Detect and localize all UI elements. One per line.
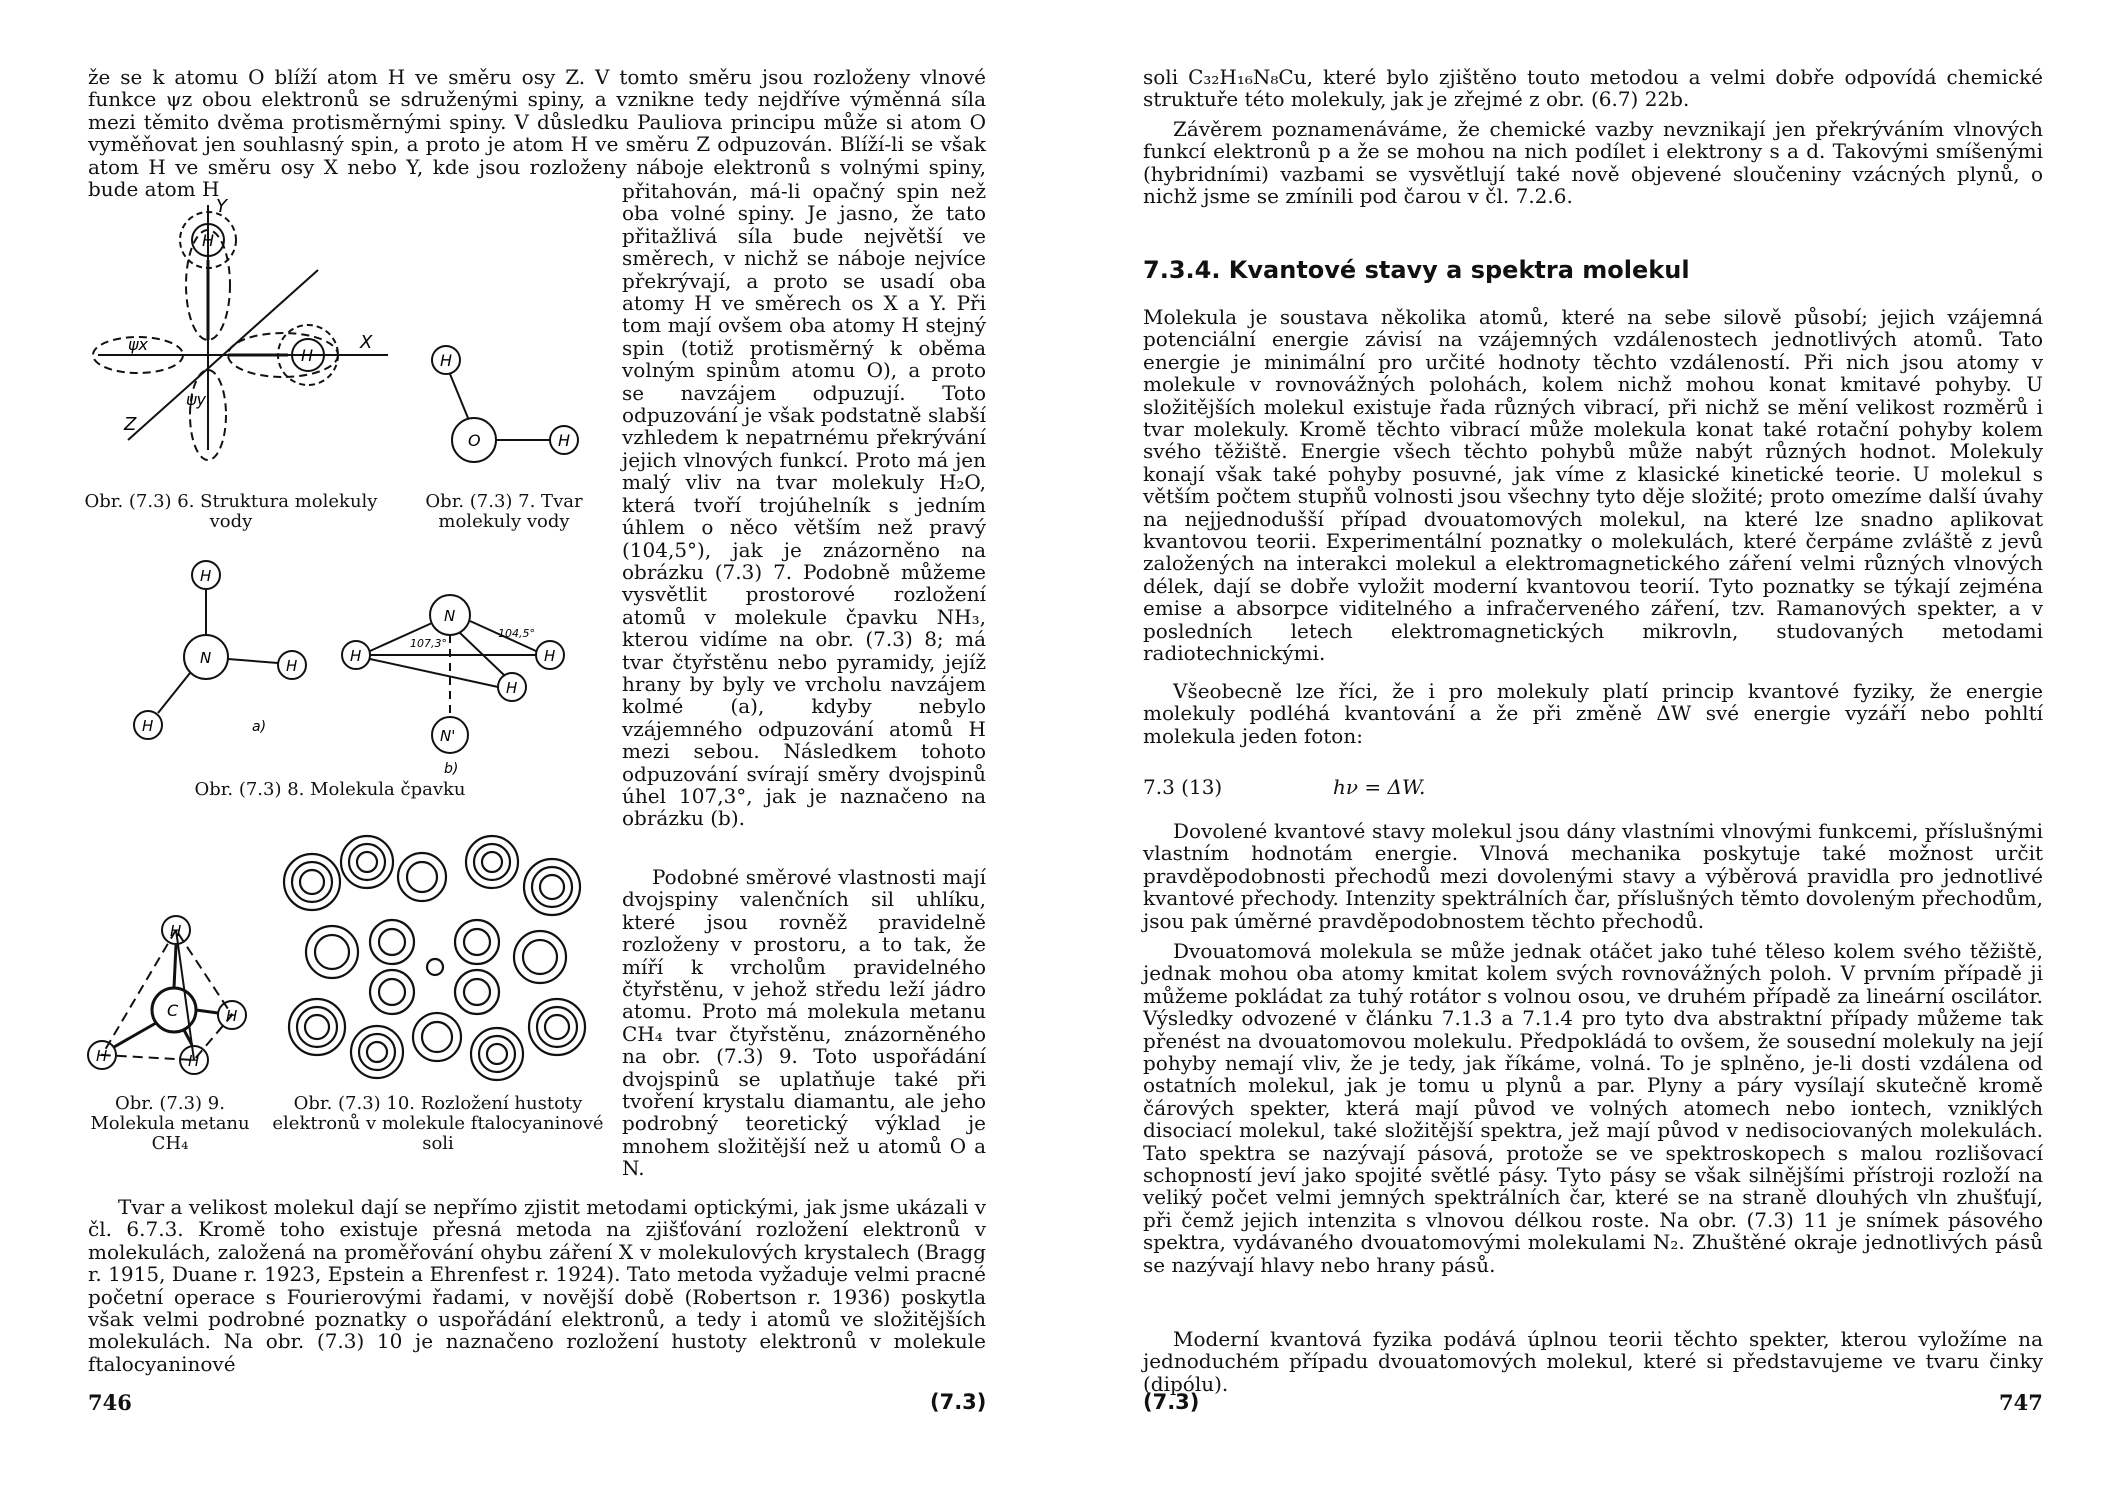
label-angle-a: 107,3° bbox=[410, 637, 447, 650]
caption-fig-8: Obr. (7.3) 8. Molekula čpavku bbox=[194, 779, 466, 800]
left-top-paragraph: že se k atomu O blíží atom H ve směru osy Z. V tomto směru jsou rozloženy vlnové funkce ψz obou elektronů se sdruženými spiny, a vznikne tedy nejdříve výměnná síla mezi těmito dvěma protisměrnými spiny. V důsledku Pauliova principu může si atom O vyměňovat jen souhlasný spin, a proto je atom H ve směru Z odpuzován. Blíží-li se však atom H ve směru osy X nebo Y, kde jsou rozloženy náboje elektronů s volnými spiny, bude atom H bbox=[88, 65, 986, 202]
label-h: H bbox=[350, 647, 362, 665]
figure-water-structure bbox=[88, 190, 408, 490]
section-tag-left: (7.3) bbox=[930, 1390, 987, 1414]
label-h: H bbox=[440, 351, 453, 370]
figure-methane bbox=[84, 915, 264, 1090]
axis-label-y: Y bbox=[216, 196, 227, 217]
label-n: N bbox=[200, 649, 212, 667]
right-paragraph-6: Dvouatomová molekula se může jednak otáčet jako tuhé těleso kolem svého těžiště, jednak mohou oba atomy kmitat kolem svých rovnovážných poloh. V prvním případě ji můžeme pokládat za tuhý rotátor s volnou osou, ve druhém případě za lineární oscilátor. Výsledky odvozené v článku 7.1.3 a 7.1.4 pro tyto dva abstraktní případy můžeme tak přenést na dvouatomovou molekulu. Předpokládá to ovšem, že sousední molekuly na její pohyby nemají vliv, že je tedy, jak říkáme, volná. To je splněno, je-li dosti vzdálena od ostatních molekul, jak je tomu u plynů a par. Plyny a páry vysílají skutečně kromě čárových spekter, která mají původ ve volných atomech nebo iontech, vzniklých disociací molekul, také složitější spektra, jež mají původ v nedisociovaných molekulách. Tato spektra se nazývají pásová, protože se ve spektroskopech s malou rozlišovací schopností jeví jako spojité světlé pásy. Tyto pásy se však silnějšími přístroji rozloží na veliký počet velmi jemných spektrálních čar, které se na straně dlouhých vln zhušťují, při čemž jejich intenzita s vlnovou délkou roste. Na obr. (7.3) 11 je snímek pásového spektra, vydávaného dvouatomovými molekulami N₂. Zhuštěné okraje jednotlivých pásů se nazývají hlavy nebo hrany pásů. bbox=[1143, 939, 2043, 1277]
label-h: H bbox=[200, 567, 212, 585]
right-top-paragraph: soli C₃₂H₁₆N₈Cu, které bylo zjištěno touto metodou a velmi dobře odpovídá chemické struktuře této molekuly, jak je zřejmé z obr. (6.7) 22b. bbox=[1143, 65, 2043, 112]
section-heading: 7.3.4. Kvantové stavy a spektra molekul bbox=[1143, 256, 1690, 284]
left-bottom-paragraph: Tvar a velikost molekul dají se nepřímo zjistit metodami optickými, jak jsme ukázali v čl. 6.7.3. Kromě toho existuje přesná metoda na zjišťování rozložení elektronů v molekulách, založená na proměřování ohybu záření X v molekulových krystalech (Bragg r. 1915, Duane r. 1923, Epstein a Ehrenfest r. 1924). Tato metoda vyžaduje velmi pracné početní operace s Fourierovými řadami, v novější době (Robertson r. 1936) poskytla však velmi podrobné poznatky o uspořádání elektronů, a tedy i atomů ve složitějších molekulách. Na obr. (7.3) 10 je naznačeno rozložení hustoty elektronů v molekule ftalocyaninové bbox=[88, 1195, 986, 1376]
right-paragraph-3: Molekula je soustava několika atomů, které na sebe silově působí; jejich vzájemná potenciální energie závisí na vzájemných vzdálenostech jednotlivých atomů. Tato energie je minimální pro určité hodnoty těchto vzdáleností. Při nich jsou atomy v molekule v rovnovážných polohách, kolem nichž mohou konat kmitavé pohyby. U složitějších molekul existuje řada různých vibrací, při nichž se mění velikost rozměrů i tvar molekuly. Kromě těchto vibrací může molekula konat také rotační pohyby kolem svého těžiště. Energie všech těchto pohybů může nabýt různých hodnot. Molekuly konají však také pohyby posuvné, jak víme z klasické kinetické teorie. U molekul s větším počtem stupňů volnosti jsou všechny tyto děje složité; proto omezíme další úvahy na nejjednodušší případ dvouatomových molekul, na které lze snadno aplikovat kvantovou teorii. Experimentální poznatky o molekulách, které čerpáme zvláště z jevů založených na interakci molekul a elektromagnetického záření velmi různých vlnových délek, dají se dobře vyložit moderní kvantovou teorií. Tyto poznatky se týkají zejména emise a absorpce viditelného a infračerveného záření, tzv. Ramanových spekter, a v posledních letech elektromagnetických mikrovln, studovaných metodami radiotechnickými. bbox=[1143, 305, 2043, 666]
label-h: H bbox=[202, 231, 215, 250]
axis-label-z: Z bbox=[124, 414, 137, 435]
label-o: O bbox=[468, 431, 481, 450]
label-psi-x: ψx bbox=[128, 335, 149, 354]
label-n: N bbox=[444, 607, 456, 625]
axis-label-x: X bbox=[360, 332, 373, 353]
label-c: C bbox=[167, 1001, 179, 1020]
right-page bbox=[1063, 0, 2126, 1500]
label-n-prime: N' bbox=[440, 727, 456, 745]
figure-ammonia bbox=[120, 555, 600, 780]
page-number-left: 746 bbox=[88, 1390, 132, 1415]
right-paragraph-2: Závěrem poznamenáváme, že chemické vazby nevznikají jen překrýváním vlnových funkcí elektronů p a že se mohou na nich podílet i elektrony s a d. Takovými smíšenými (hybridními) vazbami se vysvětlují také nově objevené sloučeniny vzácných plynů, o nichž jsme se zmínili pod čarou v čl. 7.2.6. bbox=[1143, 117, 2043, 209]
section-tag-right: (7.3) bbox=[1143, 1390, 1200, 1414]
caption-fig-7: Obr. (7.3) 7. Tvar molekuly vody bbox=[425, 491, 583, 532]
left-column-text-2: Podobné směrové vlastnosti mají dvojspiny valenčních sil uhlíku, které jsou rovněž pravidelně rozloženy v prostoru, a to tak, že míří k vrcholům pravidelného čtyřstěnu, v jehož středu leží jádro atomu. Proto má molekula metanu CH₄ tvar čtyřstěnu, znázorněného na obr. (7.3) 9. Toto uspořádání dvojspinů se uplatňuje také při tvoření krystalu diamantu, ale jeho podrobný teoretický výklad je mnohem složitější než u atomů O a N. bbox=[622, 865, 986, 1181]
right-paragraph-4: Všeobecně lze říci, že i pro molekuly platí princip kvantové fyziky, že energie molekuly podléhá kvantování a že při změně ΔW své energie vyzáří nebo pohltí molekula jeden foton: bbox=[1143, 679, 2043, 748]
label-h: H bbox=[286, 657, 298, 675]
label-h: H bbox=[142, 717, 154, 735]
equation-number: 7.3 (13) bbox=[1143, 775, 1223, 799]
label-b: b) bbox=[444, 761, 459, 777]
label-psi-y: ψy bbox=[186, 390, 207, 409]
label-h: H bbox=[170, 922, 182, 940]
caption-fig-9: Obr. (7.3) 9. Molekula metanu CH₄ bbox=[90, 1093, 250, 1154]
label-angle-b: 104,5° bbox=[498, 627, 535, 640]
figure-electron-density-map bbox=[272, 822, 602, 1090]
label-h: H bbox=[506, 679, 518, 697]
right-paragraph-5: Dovolené kvantové stavy molekul jsou dány vlastními vlnovými funkcemi, příslušnými vlastním hodnotám energie. Vlnová mechanika poskytuje také možnost určit pravděpodobnosti přechodů mezi dovolenými stavy a výběrová pravidla pro jednotlivé kvantové přechody. Intenzity spektrálních čar, příslušných těmto dovoleným přechodům, jsou pak úměrné pravděpodobnostem těchto přechodů. bbox=[1143, 819, 2043, 933]
caption-fig-6: Obr. (7.3) 6. Struktura molekuly vody bbox=[84, 491, 378, 532]
page-number-right: 747 bbox=[1999, 1390, 2043, 1415]
left-column-text: přitahován, má-li opačný spin než oba volné spiny. Je jasno, že tato přitažlivá síla bude největší ve směrech, v nichž se náboje nejvíce překrývají, a proto se usadí oba atomy H ve směrech os X a Y. Při tom mají ovšem oba atomy H stejný spin (totiž protisměrný k oběma volným spinům atomu O), a proto se navzájem odpuzují. Toto odpuzování je však podstatně slabší vzhledem k nepatrnému překrývání jejich vlnových funkcí. Proto má jen malý vliv na tvar molekuly H₂O, která tvoří trojúhelník s jedním úhlem o něco větším než pravý (104,5°), jak je znázorněno na obrázku (7.3) 7. Podobně můžeme vysvětlit prostorové rozložení atomů v molekule čpavku NH₃, kterou vidíme na obr. (7.3) 8; má tvar čtyřstěnu nebo pyramidy, jejíž hrany by byly ve vrcholu navzájem kolmé (a), kdyby nebylo vzájemného odpuzování atomů H mezi sebou. Následkem tohoto odpuzování svírají směry dvojspinů úhel 107,3°, jak je naznačeno na obrázku (b). bbox=[622, 179, 986, 831]
right-paragraph-7: Moderní kvantová fyzika podává úplnou teorii těchto spekter, kterou vyložíme na jednoduchém případu dvouatomových molekul, které si představujeme ve tvaru činky (dipólu). bbox=[1143, 1327, 2043, 1396]
equation: hν = ΔW. bbox=[1333, 775, 1426, 799]
label-h: H bbox=[188, 1052, 200, 1070]
caption-fig-10: Obr. (7.3) 10. Rozložení hustoty elektronů v molekule ftalocyaninové soli bbox=[272, 1093, 604, 1154]
label-a: a) bbox=[252, 719, 267, 735]
label-h: H bbox=[558, 431, 571, 450]
label-h: H bbox=[226, 1007, 238, 1025]
label-h: H bbox=[301, 346, 314, 365]
label-h: H bbox=[544, 647, 556, 665]
label-h: H bbox=[96, 1047, 108, 1065]
figure-water-shape bbox=[424, 330, 594, 500]
